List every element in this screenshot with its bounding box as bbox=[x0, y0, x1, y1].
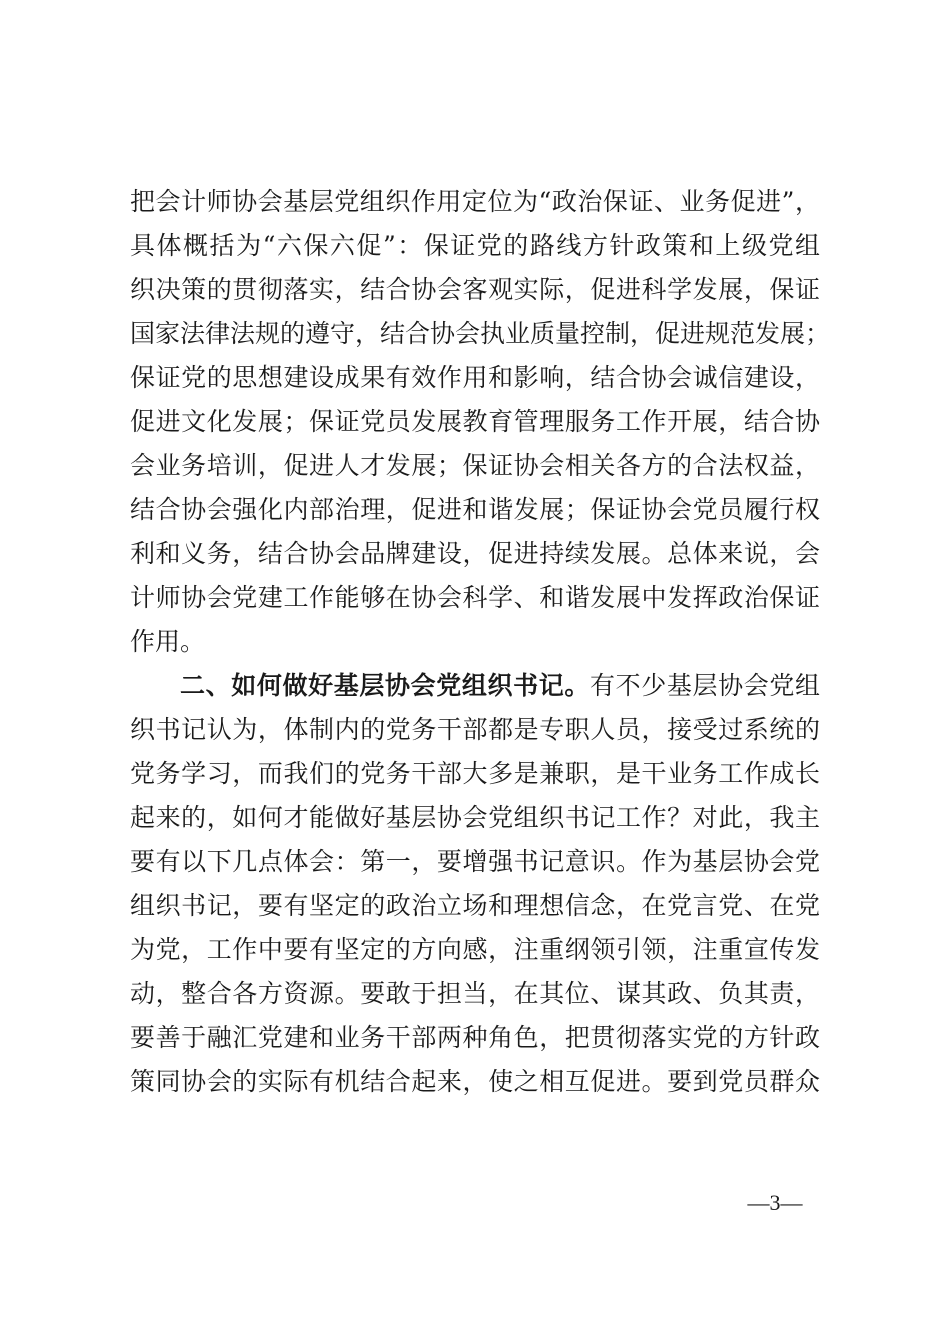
paragraph-2-first-line bbox=[130, 664, 820, 708]
paragraph-2 bbox=[130, 664, 820, 1104]
text-line: 要有以下几点体会：第一，要增强书记意识。作为基层协会党 bbox=[130, 847, 820, 876]
text-line: 动，整合各方资源。要敢于担当，在其位、谋其政、负其责， bbox=[130, 979, 820, 1008]
text-span: 有不少基层协会党组 bbox=[589, 671, 820, 700]
text-line: 起来的，如何才能做好基层协会党组织书记工作？对此，我主 bbox=[130, 803, 820, 832]
text-line: 国家法律法规的遵守，结合协会执业质量控制，促进规范发展； bbox=[130, 319, 831, 348]
text-line: 会业务培训，促进人才发展；保证协会相关各方的合法权益， bbox=[130, 451, 820, 480]
page-number: —3— bbox=[747, 1190, 803, 1215]
text-line: 组织书记，要有坚定的政治立场和理想信念，在党言党、在党 bbox=[130, 891, 820, 920]
paragraph-1 bbox=[130, 180, 831, 664]
text-line: 策同协会的实际有机结合起来，使之相互促进。要到党员群众 bbox=[130, 1067, 820, 1096]
body-text bbox=[130, 180, 831, 1104]
text-line: 把会计师协会基层党组织作用定位为“政治保证、业务促进”， bbox=[130, 187, 820, 216]
text-line: 具体概括为“六保六促”：保证党的路线方针政策和上级党组 bbox=[130, 231, 820, 260]
text-line: 织书记认为，体制内的党务干部都是专职人员，接受过系统的 bbox=[130, 715, 820, 744]
text-line: 促进文化发展；保证党员发展教育管理服务工作开展，结合协 bbox=[130, 407, 820, 436]
text-line: 结合协会强化内部治理，促进和谐发展；保证协会党员履行权 bbox=[130, 495, 820, 524]
text-line: 保证党的思想建设成果有效作用和影响，结合协会诚信建设， bbox=[130, 363, 820, 392]
text-line: 作用。 bbox=[130, 627, 206, 656]
text-line: 为党，工作中要有坚定的方向感，注重纲领引领，注重宣传发 bbox=[130, 935, 820, 964]
text-line: 织决策的贯彻落实，结合协会客观实际，促进科学发展，保证 bbox=[130, 275, 820, 304]
text-line: 要善于融汇党建和业务干部两种角色，把贯彻落实党的方针政 bbox=[130, 1023, 820, 1052]
text-line: 党务学习，而我们的党务干部大多是兼职，是干业务工作成长 bbox=[130, 759, 820, 788]
section-heading: 二、如何做好基层协会党组织书记。 bbox=[180, 671, 590, 700]
text-line: 计师协会党建工作能够在协会科学、和谐发展中发挥政治保证 bbox=[130, 583, 820, 612]
text-line: 利和义务，结合协会品牌建设，促进持续发展。总体来说，会 bbox=[130, 539, 820, 568]
